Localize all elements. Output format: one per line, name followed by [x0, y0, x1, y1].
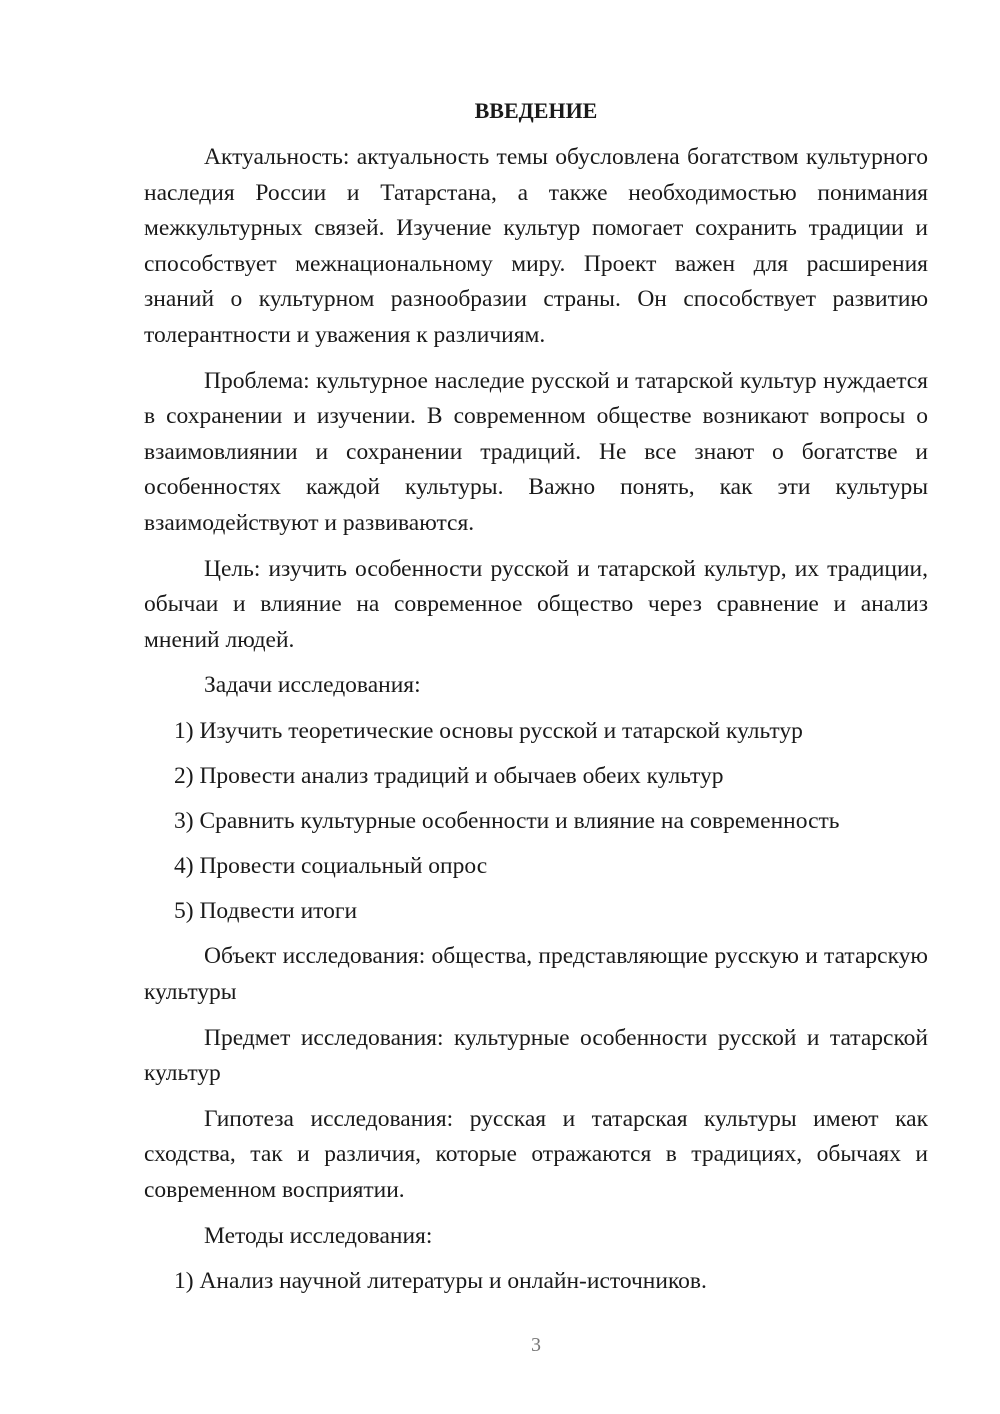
- paragraph-hypothesis: Гипотеза исследования: русская и татарская культуры имеют как сходства, так и различия, которые отражаются в традициях, обычаях и современном восприятии.: [144, 1105, 928, 1203]
- list-item: 1) Анализ научной литературы и онлайн-источников.: [174, 1268, 707, 1295]
- tasks-heading: Задачи исследования:: [204, 672, 421, 699]
- paragraph-object: Объект исследования: общества, представляющие русскую и татарскую культуры: [144, 943, 928, 1005]
- paragraph-goal: Цель: изучить особенности русской и татарской культур, их традиции, обычаи и влияние на современное общество через сравнение и анализ мнений людей.: [144, 555, 928, 653]
- list-item: 2) Провести анализ традиций и обычаев обеих культур: [174, 763, 724, 789]
- page-content: [144, 96, 928, 1309]
- page-number: 3: [531, 1334, 541, 1356]
- methods-list: [144, 1264, 928, 1300]
- list-item: 1) Изучить теоретические основы русской и татарской культур: [174, 717, 803, 744]
- paragraph-relevance: Актуальность: актуальность темы обусловлена богатством культурного наследия России и Татарстана, а также необходимостью понимания межкультурных связей. Изучение культур помогает сохранить традиции и способствует межнациональному миру. Проект важен для расширения знаний о культурном разнообразии страны. Он способствует развитию толерантности и уважения к различиям.: [144, 144, 928, 348]
- paragraph-subject: Предмет исследования: культурные особенности русской и татарской культур: [144, 1024, 928, 1087]
- tasks-list: [144, 714, 928, 930]
- list-item: 3) Сравнить культурные особенности и влияние на современность: [174, 808, 840, 835]
- paragraph-problem: Проблема: культурное наследие русской и татарской культур нуждается в сохранении и изучении. В современном обществе возникают вопросы о взаимовлиянии и сохранении традиций. Не все знают о богатстве и особенностях каждой культуры. Важно понять, как эти культуры взаимодействуют и развиваются.: [144, 367, 928, 536]
- page-title: ВВЕДЕНИЕ: [474, 98, 598, 123]
- methods-heading: Методы исследования:: [204, 1222, 433, 1249]
- list-item: 5) Подвести итоги: [174, 898, 358, 925]
- list-item: 4) Провести социальный опрос: [174, 853, 488, 880]
